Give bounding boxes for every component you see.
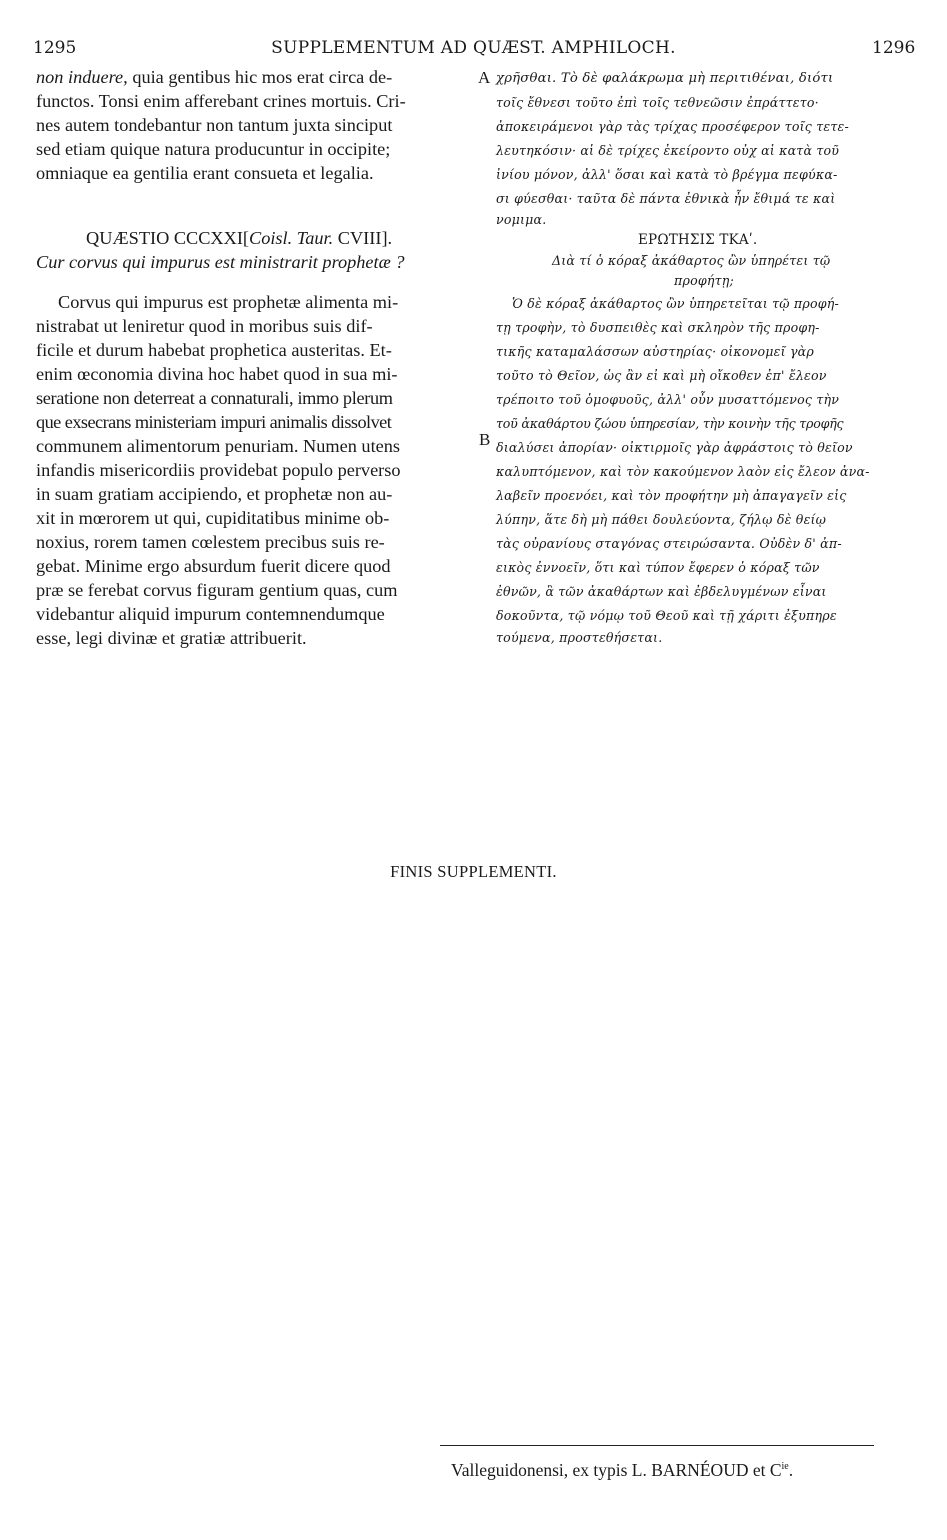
imprint: Valleguidonensi, ex typis L. BARNÉOUD et $C^{ie}$. (451, 1460, 794, 1480)
finis-supplementi: FINIS SUPPLEMENTI. (390, 862, 557, 881)
running-title: SUPPLEMENTUM AD QUÆST. AMPHILOCH. (271, 38, 676, 58)
greek-line: Ὁ δὲ κόραξ ἀκάθαρτος ὢν ὑπηρετεῖται τῷ προφή- (512, 296, 839, 311)
latin-line: infandis misericordiis providebat populo perverso (36, 460, 401, 480)
greek-line: εικὸς ἐννοεῖν, ὅτι καὶ τύπον ἔφερεν ὁ κόραξ τῶν (496, 560, 820, 575)
latin-question-heading: QUÆSTIO CCCXXI[Coisl. Taur. CVIII]. (86, 228, 393, 248)
greek-line: νομιμα. (496, 212, 547, 227)
latin-line: Corvus qui impurus est prophetæ alimenta mi- (58, 292, 399, 312)
latin-question-title: Cur corvus qui impurus est ministrarit prophetæ ? (36, 252, 405, 272)
latin-line: videbantur aliquid impurum contemnendumque (36, 604, 385, 624)
latin-line: non induere, quia gentibus hic mos erat circa de- (36, 67, 393, 87)
greek-line: λύπην, ἅτε δὴ μὴ πάθει δουλεύοντα, ζήλῳ δὲ θείῳ (496, 512, 827, 527)
latin-line: nistrabat ut leniretur quod in moribus suis dif- (36, 316, 373, 336)
greek-line: ἀποκειράμενοι γὰρ τὰς τρίχας προσέφερον τοῖς τετε- (496, 119, 849, 134)
greek-line: διαλύσει ἀπορίαν· οἰκτιρμοῖς γὰρ ἀφράστοις τὸ θεῖον (496, 440, 853, 455)
greek-line: τὰς οὐρανίους σταγόνας στειρώσαντα. Οὐδὲν δ' ἀπ- (496, 536, 842, 551)
latin-line: gebat. Minime ergo absurdum fuerit dicere quod (36, 556, 391, 576)
greek-line: ἰνίου μόνον, ἀλλ' ὅσαι καὶ κατὰ τὸ βρέγμα πεφύκα- (496, 167, 838, 182)
latin-line: xit in mœrorem ut qui, cupiditatibus minime ob- (36, 508, 390, 528)
latin-line: communem alimentorum penuriam. Numen utens (36, 436, 401, 456)
imprint-rule (440, 1445, 874, 1446)
latin-line: in suam gratiam accipiendo, et prophetæ non au- (36, 484, 393, 504)
latin-line: noxius, rorem tamen cœlestem precibus suis re- (36, 532, 385, 552)
greek-line: ἐθνῶν, ἃ τῶν ἀκαθάρτων καὶ ἐβδελυγμένων εἶναι (496, 584, 827, 599)
greek-line: τικῆς καταμαλάσσων αὐστηρίας· οἰκονομεῖ γὰρ (496, 344, 814, 359)
latin-line: omniaque ea gentilia erant consueta et legalia. (36, 163, 374, 183)
margin-marker-b: B (479, 430, 491, 449)
greek-question-title: προφήτῃ; (674, 273, 734, 288)
greek-line: σι φύεσθαι· ταῦτα δὲ πάντα ἐθνικὰ ἦν ἔθιμά τε καὶ (496, 191, 836, 206)
greek-line: τοῦ ἀκαθάρτου ζώου ὑπηρεσίαν, τὴν κοινὴν τῆς τροφῆς (496, 416, 844, 431)
latin-line: esse, legi divinæ et gratiæ attribuerit. (36, 628, 307, 648)
greek-line: τούμενα, προστεθήσεται. (496, 630, 663, 645)
latin-line: nes autem tondebantur non tantum juxta sinciput (36, 115, 393, 135)
latin-line: que exsecrans ministeriam impuri animalis dissolvet (36, 412, 392, 432)
greek-line: τῃ τροφὴν, τὸ δυσπειθὲς καὶ σκληρὸν τῆς προφη- (496, 320, 820, 335)
greek-line: δοκοῦντα, τῷ νόμῳ τοῦ Θεοῦ καὶ τῇ χάριτι ἐξυπηρε (496, 608, 837, 623)
greek-line: χρῆσθαι. Τὸ δὲ φαλάκρωμα μὴ περιτιθέναι, διότι (496, 71, 834, 86)
latin-line: ficile et durum habebat prophetica austeritas. Et- (36, 340, 392, 360)
greek-line: καλυπτόμενον, καὶ τὸν κακούμενον λαὸν εἰς ἔλεον ἀνα- (496, 464, 870, 479)
latin-italic-lead: non induere, (36, 67, 128, 87)
latin-line: seratione non deterreat a connaturali, immo plerum (36, 388, 393, 408)
right-page-number: 1296 (872, 38, 916, 58)
greek-line: τοῖς ἔθνεσι τοῦτο ἐπὶ τοῖς τεθνεῶσιν ἐπράττετο· (496, 95, 819, 110)
greek-line: λευτηκόσιν· αἱ δὲ τρίχες ἐκείροντο οὐχ αἱ κατὰ τοῦ (496, 143, 840, 158)
margin-marker-a: A (478, 68, 491, 87)
latin-line: functos. Tonsi enim afferebant crines mortuis. Cri- (36, 91, 406, 111)
greek-question-heading: ΕΡΩΤΗΣΙΣ ΤΚΑʹ. (638, 232, 758, 248)
latin-line: præ se ferebat corvus figuram gentium quas, cum (36, 580, 398, 600)
greek-line: λαβεῖν προενόει, καὶ τὸν προφήτην μὴ ἀπαγαγεῖν εἰς (496, 488, 847, 503)
latin-line: enim œconomia divina hoc habet quod in sua mi- (36, 364, 398, 384)
greek-line: τοῦτο τὸ Θεῖον, ὡς ἂν εἰ καὶ μὴ οἴκοθεν ἐπ' ἔλεον (496, 368, 827, 383)
greek-question-title: Διὰ τί ὁ κόραξ ἀκάθαρτος ὢν ὑπηρέτει τῷ (552, 253, 831, 268)
left-page-number: 1295 (33, 38, 77, 58)
latin-line: sed etiam quique natura producuntur in occipite; (36, 139, 391, 159)
greek-line: τρέποιτο τοῦ ὁμοφυοῦς, ἀλλ' οὖν μυσαττόμενος τὴν (496, 392, 840, 407)
